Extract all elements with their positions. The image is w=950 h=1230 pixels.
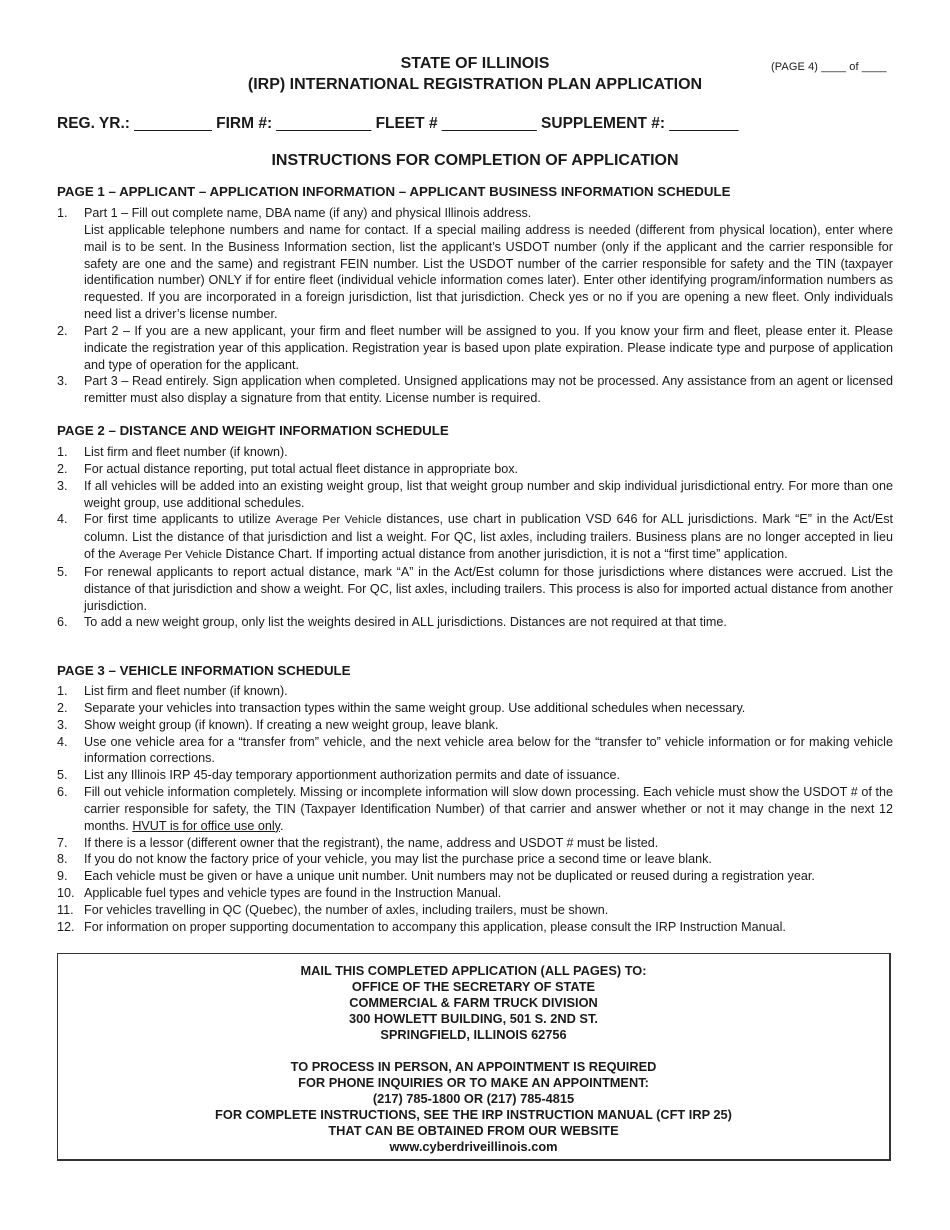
page2-heading: PAGE 2 – DISTANCE AND WEIGHT INFORMATION SCHEDULE	[57, 423, 449, 438]
mail-line: OFFICE OF THE SECRETARY OF STATE	[351, 979, 596, 994]
mail-line: COMMERCIAL & FARM TRUCK DIVISION	[349, 995, 598, 1010]
list-item: 3. Show weight group (if known). If creating a new weight group, leave blank.	[57, 717, 499, 732]
page1-list	[57, 205, 893, 407]
state-title: STATE OF ILLINOIS	[400, 55, 550, 72]
list-item: 7. If there is a lessor (different owner that the registrant), the name, address and USDOT # must be listed.	[57, 835, 659, 850]
list-item: 11. For vehicles travelling in QC (Quebec), the number of axles, including trailers, must be shown.	[57, 902, 609, 917]
hvut-note: HVUT is for office use only	[132, 818, 280, 833]
list-item: 4. Use one vehicle area for a “transfer from” vehicle, and the next vehicle area below for the “transfer to” vehicle information or for making vehicle information corrections.	[57, 734, 893, 766]
supplement-field[interactable]: ________	[669, 115, 739, 132]
contact-line: TO PROCESS IN PERSON, AN APPOINTMENT IS REQUIRED	[290, 1059, 657, 1074]
mailing-info-box	[57, 953, 891, 1161]
list-item: 1. List firm and fleet number (if known).	[57, 684, 288, 698]
contact-line: FOR COMPLETE INSTRUCTIONS, SEE THE IRP INSTRUCTION MANUAL (CFT IRP 25)	[215, 1107, 732, 1122]
page2-list	[57, 444, 893, 631]
document-header	[0, 53, 950, 95]
list-item: 10. Applicable fuel types and vehicle types are found in the Instruction Manual.	[57, 886, 502, 901]
fleet-label: FLEET #	[375, 115, 438, 132]
fleet-field[interactable]: ___________	[441, 115, 537, 132]
mail-line: 300 HOWLETT BUILDING, 501 S. 2ND ST.	[349, 1011, 598, 1026]
website-link[interactable]: www.cyberdriveillinois.com	[389, 1139, 558, 1154]
mail-line: SPRINGFIELD, ILLINOIS 62756	[380, 1027, 567, 1042]
form-title: (IRP) INTERNATIONAL REGISTRATION PLAN APPLICATION	[247, 76, 703, 93]
list-item: 6. Fill out vehicle information completely. Missing or incomplete information will slow down processing. Each vehicle must show the USDOT # of the carrier responsible for safety, the TIN (Taxpayer Identification Number) of that carrier and answer whether or not it may change in the next 12 months. HVUT is for office use only.	[57, 785, 893, 833]
list-item: 5. For renewal applicants to report actual distance, mark “A” in the Act/Est column for those jurisdictions where distances were accrued. List the distance of that jurisdiction and show a weight. For QC, list axles, including trailers. This process is also for imported actual distance from another jurisdiction.	[57, 564, 893, 613]
reg-yr-field[interactable]: _________	[134, 115, 212, 132]
list-item: 5. List any Illinois IRP 45-day temporary apportionment authorization permits and date of issuance.	[57, 768, 620, 783]
page3-heading: PAGE 3 – VEHICLE INFORMATION SCHEDULE	[57, 663, 351, 678]
list-item: 3. If all vehicles will be added into an existing weight group, list that weight group number and skip individual jurisdictional entry. For more than one weight group, use additional schedules.	[57, 478, 893, 510]
list-item: 2. Part 2 – If you are a new applicant, your firm and fleet number will be assigned to you. If you know your firm and fleet, please enter it. Please indicate the registration year of this application. Registration year is based upon plate expiration. Please indicate type and purpose of application and type of operation for the applicant.	[57, 323, 893, 372]
instructions-title: INSTRUCTIONS FOR COMPLETION OF APPLICATION	[271, 152, 679, 169]
list-item: 2. Separate your vehicles into transaction types within the same weight group. Use additional schedules when necessary.	[57, 700, 746, 715]
firm-label: FIRM #:	[216, 115, 273, 132]
phone-numbers: (217) 785-1800 OR (217) 785-4815	[372, 1091, 575, 1106]
list-item: 8. If you do not know the factory price of your vehicle, you may list the purchase price a second time or leave blank.	[57, 852, 712, 867]
list-item: 1. Part 1 – Fill out complete name, DBA name (if any) and physical Illinois address. List applicable telephone numbers and name for contact. If a special mailing address is needed (different from physical location), enter where mail is to be sent. In the Business Information section, list the applicant’s USDOT number (only if the applicant and the carrier responsible for safety are one and the same) and registrant FEIN number. List the USDOT number of the carrier responsible for safety and the TIN (taxpayer identification number) ONLY if for entire fleet (individual vehicle information comes later). Enter other identifying program/information numbers as requested. If you are incorporated in a foreign jurisdiction, list that jurisdiction. Check yes or no if you are opening a new fleet. Only individuals need list a driver’s license number.	[57, 206, 893, 322]
list-item: 6. To add a new weight group, only list the weights desired in ALL jurisdictions. Distances are not required at that time.	[57, 615, 727, 630]
mail-line: MAIL THIS COMPLETED APPLICATION (ALL PAGES) TO:	[300, 963, 647, 978]
page1-heading: PAGE 1 – APPLICANT – APPLICATION INFORMATION – APPLICANT BUSINESS INFORMATION SCHEDULE	[57, 184, 731, 199]
page-number-ref: (PAGE 4) ____ of ____	[771, 61, 887, 73]
list-item: 9. Each vehicle must be given or have a unique unit number. Unit numbers may not be duplicated or reused during a registration year.	[57, 869, 815, 884]
contact-line: FOR PHONE INQUIRIES OR TO MAKE AN APPOINTMENT:	[298, 1075, 649, 1090]
contact-line: THAT CAN BE OBTAINED FROM OUR WEBSITE	[328, 1123, 619, 1138]
list-item: 2. For actual distance reporting, put total actual fleet distance in appropriate box.	[57, 461, 519, 476]
list-item: 4. For first time applicants to utilize Average Per Vehicle distances, use chart in publication VSD 646 for ALL jurisdictions. Mark “E” in the Act/Est column. List the distance of that jurisdiction and list a weight. For QC, list axles, including trailers. Business plans are no longer accepted in lieu of the Average Per Vehicle Distance Chart. If importing actual distance from another jurisdiction, it is not a “first time” application.	[57, 512, 894, 562]
reg-yr-label: REG. YR.:	[57, 115, 130, 132]
list-item: 1. List firm and fleet number (if known).	[57, 445, 288, 459]
registration-id-line	[57, 115, 738, 133]
list-item: 3. Part 3 – Read entirely. Sign application when completed. Unsigned applications may not be processed. Any assistance from an agent or licensed remitter must also display a signature from that entity. License number is required.	[57, 374, 893, 406]
supplement-label: SUPPLEMENT #:	[541, 115, 666, 132]
page3-list	[57, 683, 893, 936]
firm-field[interactable]: ___________	[276, 115, 372, 132]
list-item: 12. For information on proper supporting documentation to accompany this application, please consult the IRP Instruction Manual.	[57, 919, 786, 934]
